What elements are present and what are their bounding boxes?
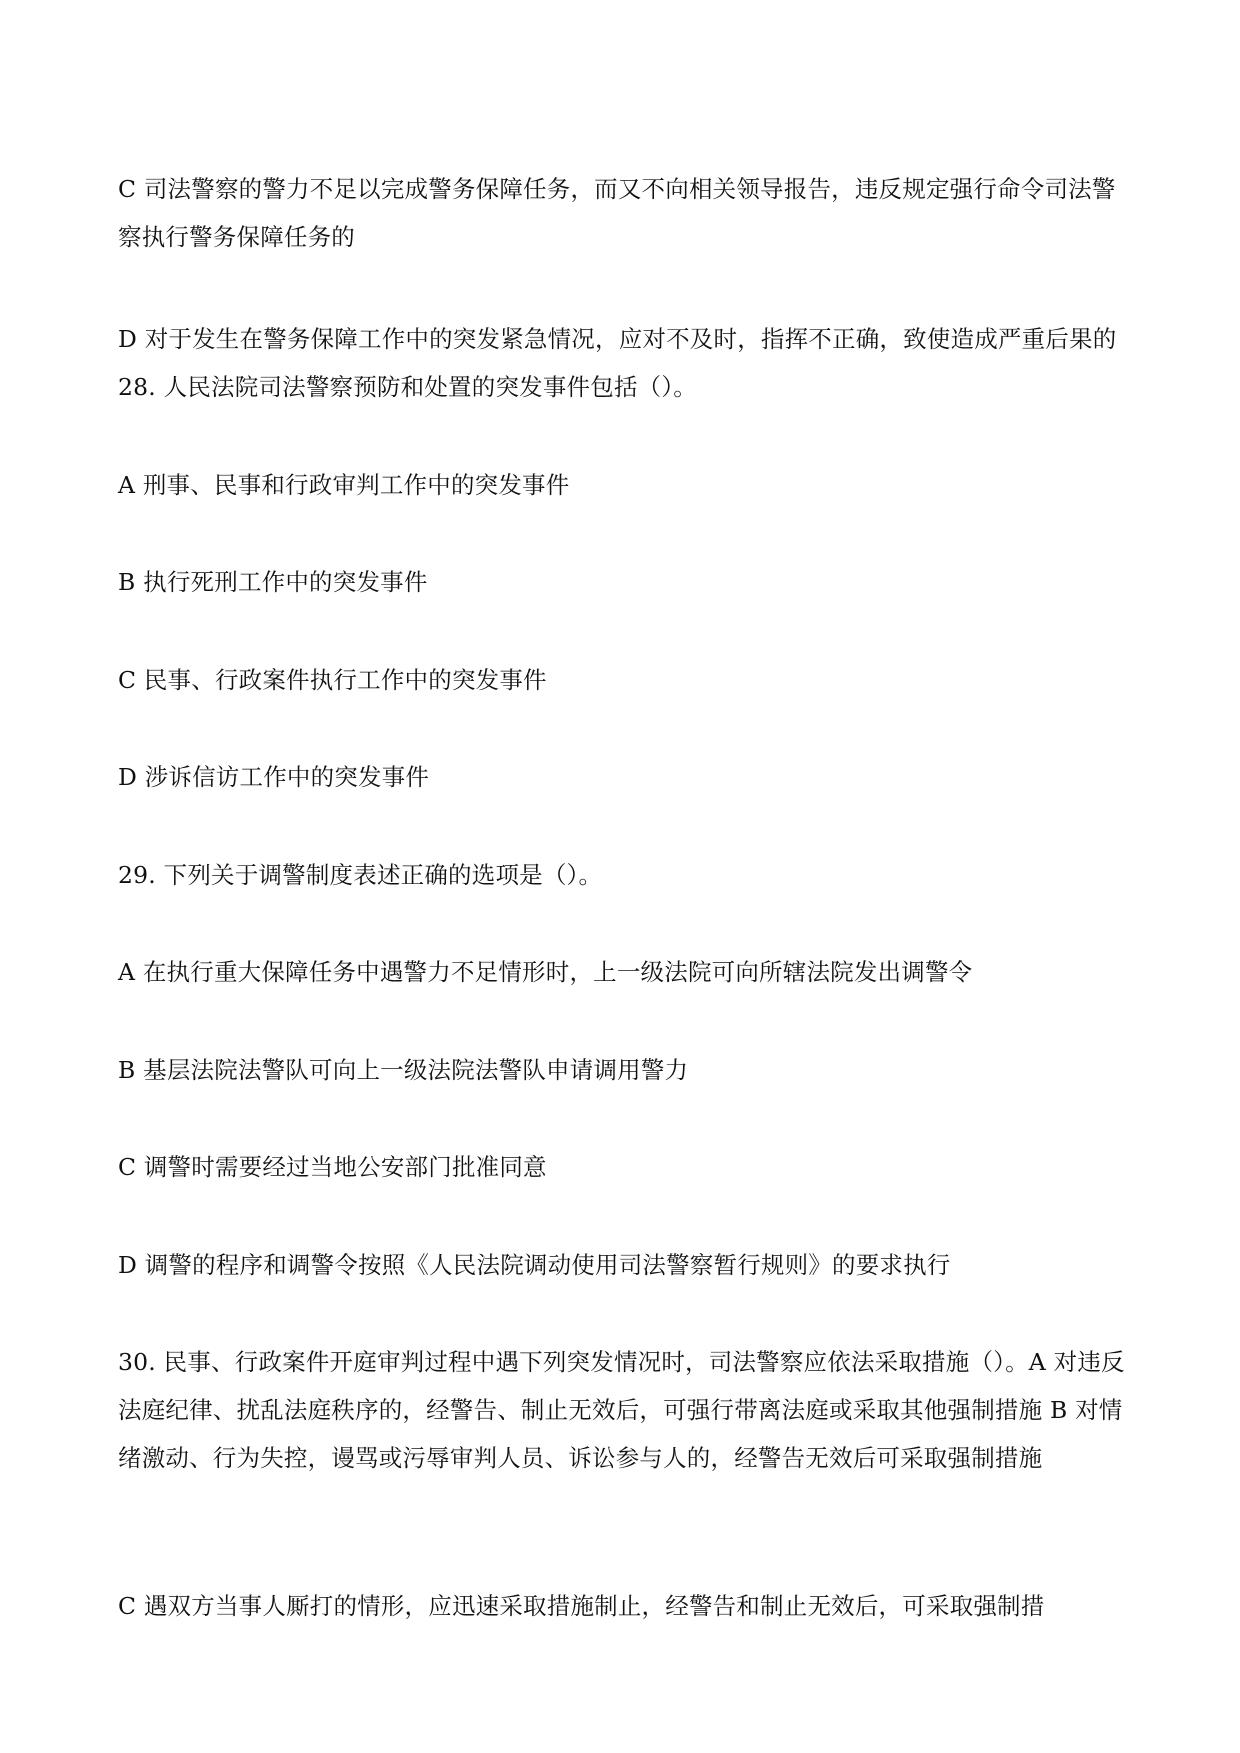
option-a-q29: A 在执行重大保障任务中遇警力不足情形时，上一级法院可向所辖法院发出调警令 bbox=[118, 958, 973, 986]
option-d-q28: D 涉诉信访工作中的突发事件 bbox=[118, 763, 430, 791]
option-b-q28: B 执行死刑工作中的突发事件 bbox=[118, 568, 428, 596]
option-d-q27-and-question-28: D 对于发生在警务保障工作中的突发紧急情况，应对不及时，指挥不正确，致使造成严重后果的 28. 人民法院司法警察预防和处置的突发事件包括（）。 bbox=[118, 325, 1117, 401]
option-b-q29: B 基层法院法警队可向上一级法院法警队申请调用警力 bbox=[118, 1056, 689, 1084]
option-c-q28: C 民事、行政案件执行工作中的突发事件 bbox=[118, 666, 547, 694]
option-a-q28: A 刑事、民事和行政审判工作中的突发事件 bbox=[118, 471, 570, 499]
option-c-q29: C 调警时需要经过当地公安部门批准同意 bbox=[118, 1153, 547, 1181]
question-30-with-options-a-b: 30. 民事、行政案件开庭审判过程中遇下列突发情况时，司法警察应依法采取措施（）。A 对违反法庭纪律、扰乱法庭秩序的，经警告、制止无效后，可强行带离法庭或采取其他强制措施 B 对情绪激动、行为失控，谩骂或污辱审判人员、诉讼参与人的，经警告无效后可采取强制措施 bbox=[118, 1348, 1125, 1472]
question-29: 29. 下列关于调警制度表述正确的选项是（）。 bbox=[118, 861, 603, 889]
option-d-q29: D 调警的程序和调警令按照《人民法院调动使用司法警察暂行规则》的要求执行 bbox=[118, 1251, 951, 1279]
option-c-q30: C 遇双方当事人厮打的情形，应迅速采取措施制止，经警告和制止无效后，可采取强制措 bbox=[118, 1592, 1045, 1620]
option-c-q27: C 司法警察的警力不足以完成警务保障任务，而又不向相关领导报告，违反规定强行命令司法警察执行警务保障任务的 bbox=[118, 175, 1116, 251]
